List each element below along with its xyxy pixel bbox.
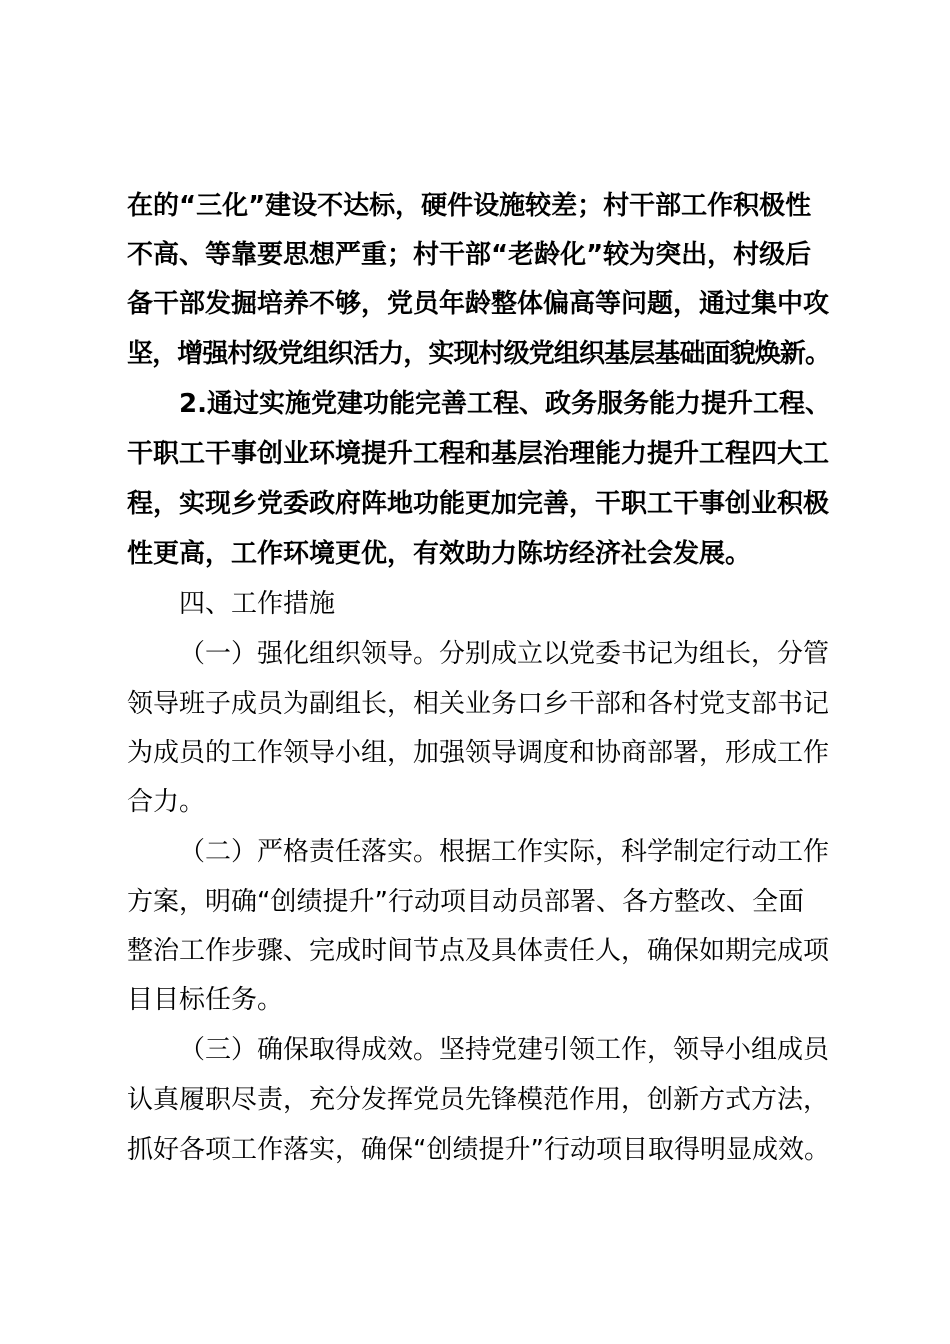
measure1-line-3: 为成员的工作领导小组，加强领导调度和协商部署，形成工作: [127, 738, 830, 768]
measure2-line-2: 方案，明确“创绩提升”行动项目动员部署、各方整改、全面: [127, 887, 804, 917]
measure1-line-1: （一）强化组织领导。分别成立以党委书记为组长，分管: [179, 639, 830, 669]
measure1-line-2: 领导班子成员为副组长，相关业务口乡干部和各村党支部书记: [127, 689, 830, 719]
section-heading: 四、工作措施: [179, 589, 336, 619]
measure1-line-4: 合力。: [127, 787, 206, 817]
measure2-line-3: 整治工作步骤、完成时间节点及具体责任人，确保如期完成项: [127, 936, 830, 966]
goal1-line-3: 备干部发掘培养不够，党员年龄整体偏高等问题，通过集中攻: [127, 289, 830, 319]
goal1-line-2: 不高、等靠要思想严重；村干部“老龄化”较为突出，村级后: [127, 240, 812, 270]
goal2-line-1: 2.通过实施党建功能完善工程、政务服务能力提升工程、: [179, 389, 831, 419]
goal2-line-2: 干职工干事创业环境提升工程和基层治理能力提升工程四大工: [127, 439, 830, 469]
measure3-line-3: 抓好各项工作落实，确保“创绩提升”行动项目取得明显成效。: [127, 1135, 830, 1165]
measure3-line-2: 认真履职尽责，充分发挥党员先锋模范作用，创新方式方法，: [127, 1085, 830, 1115]
goal1-line-1: 在的“三化”建设不达标，硬件设施较差；村干部工作积极性: [127, 191, 812, 221]
goal2-line-4: 性更高，工作环境更优，有效助力陈坊经济社会发展。: [127, 539, 752, 569]
goal1-line-4: 坚，增强村级党组织活力，实现村级党组织基层基础面貌焕新。: [127, 339, 831, 369]
measure3-line-1: （三）确保取得成效。坚持党建引领工作，领导小组成员: [179, 1035, 830, 1065]
measure2-line-1: （二）严格责任落实。根据工作实际，科学制定行动工作: [179, 837, 830, 867]
measure2-line-4: 目目标任务。: [127, 985, 284, 1015]
goal2-line-3: 程，实现乡党委政府阵地功能更加完善，干职工干事创业积极: [127, 489, 830, 519]
